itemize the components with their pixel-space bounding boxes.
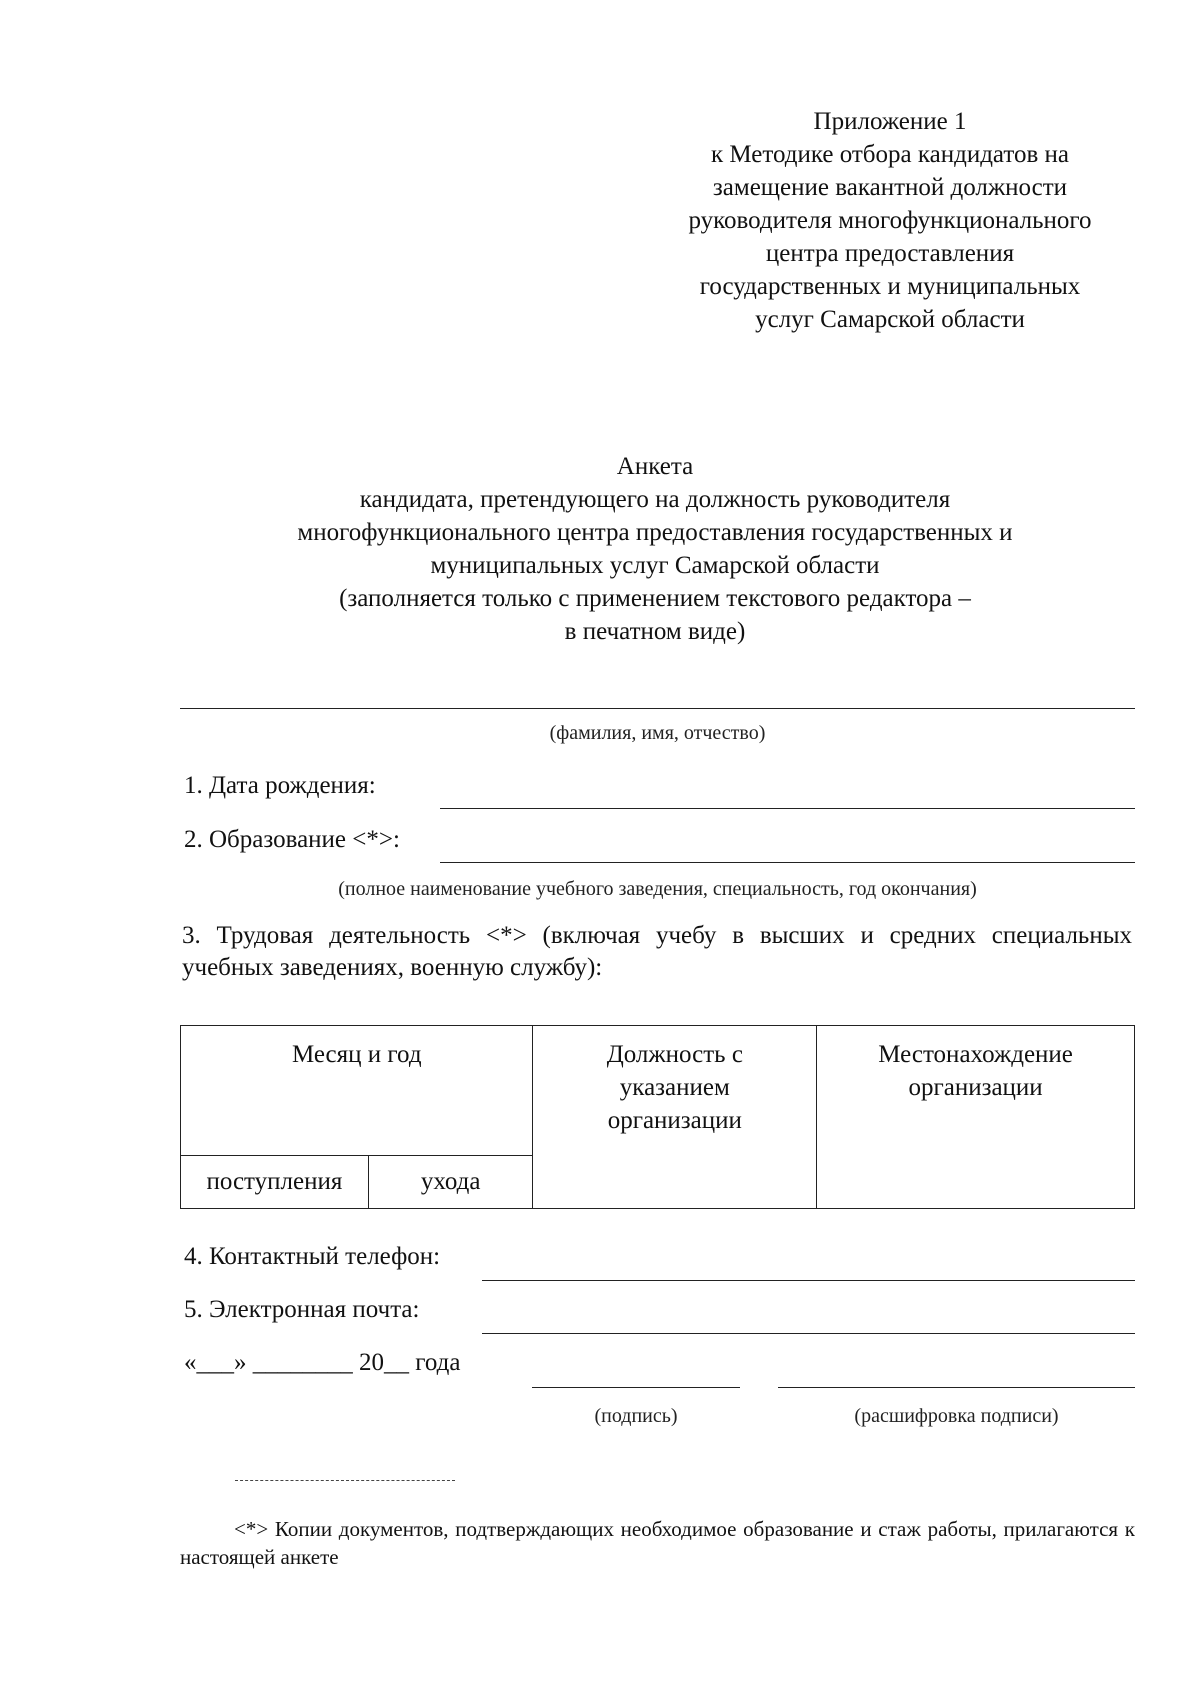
appendix-line: услуг Самарской области <box>755 306 1025 333</box>
name-caption: (фамилия, имя, отчество) <box>549 722 766 744</box>
signature-decode-caption: (расшифровка подписи) <box>854 1405 1059 1427</box>
email-label: 5. Электронная почта: <box>184 1296 420 1323</box>
form-title-line: Анкета <box>616 453 694 480</box>
signature-caption: (подпись) <box>594 1405 678 1427</box>
phone-input-line[interactable] <box>482 1280 1135 1281</box>
birth-date-label: 1. Дата рождения: <box>184 772 376 799</box>
education-caption: (полное наименование учебного заведения, специальность, год окончания) <box>338 878 977 900</box>
footnote: <*> Копии документов, подтверждающих необходимое образование и стаж работы, прилагаются к настоящей анкете <box>180 1517 1135 1569</box>
appendix-line: к Методике отбора кандидатов на <box>710 141 1070 168</box>
form-title-line: многофункционального центра предоставления государственных и <box>297 519 1013 546</box>
form-title <box>180 450 1130 648</box>
form-title-line: муниципальных услуг Самарской области <box>430 552 880 579</box>
col-location <box>817 1026 1135 1209</box>
name-input-line[interactable] <box>180 708 1135 709</box>
email-input-line[interactable] <box>482 1333 1135 1334</box>
col-position-text: Должность с указанием организации <box>606 1041 743 1134</box>
signature-input-line[interactable] <box>532 1387 740 1388</box>
appendix-line: государственных и муниципальных <box>699 273 1081 300</box>
form-title-line: кандидата, претендующего на должность руководителя <box>359 486 951 513</box>
appendix-line: руководителя многофункционального <box>688 207 1092 234</box>
form-title-line: (заполняется только с применением текстового редактора – <box>339 585 971 612</box>
birth-date-input-line[interactable] <box>440 808 1135 809</box>
col-location-text: Местонахождение организации <box>878 1041 1073 1101</box>
appendix-line: замещение вакантной должности <box>712 174 1068 201</box>
work-history-label: 3. Трудовая деятельность <*> (включая учебу в высших и средних специальных учебных заведениях, военную службу): <box>182 922 1132 981</box>
col-month-year: Месяц и год <box>181 1026 533 1156</box>
phone-label: 4. Контактный телефон: <box>184 1243 441 1270</box>
form-title-line: в печатном виде) <box>564 618 746 645</box>
appendix-header <box>600 105 1180 336</box>
col-position <box>533 1026 817 1209</box>
appendix-line: центра предоставления <box>765 240 1015 267</box>
education-input-line[interactable] <box>440 862 1135 863</box>
sub-col-start: поступления <box>181 1156 369 1209</box>
work-history-table <box>180 1025 1135 1209</box>
sub-col-end: ухода <box>368 1156 533 1209</box>
appendix-line: Приложение 1 <box>813 108 967 135</box>
footnote-separator <box>235 1480 455 1481</box>
education-label: 2. Образование <*>: <box>184 826 400 853</box>
signature-decode-input-line[interactable] <box>778 1387 1135 1388</box>
date-line: «___» ________ 20__ года <box>184 1349 461 1376</box>
